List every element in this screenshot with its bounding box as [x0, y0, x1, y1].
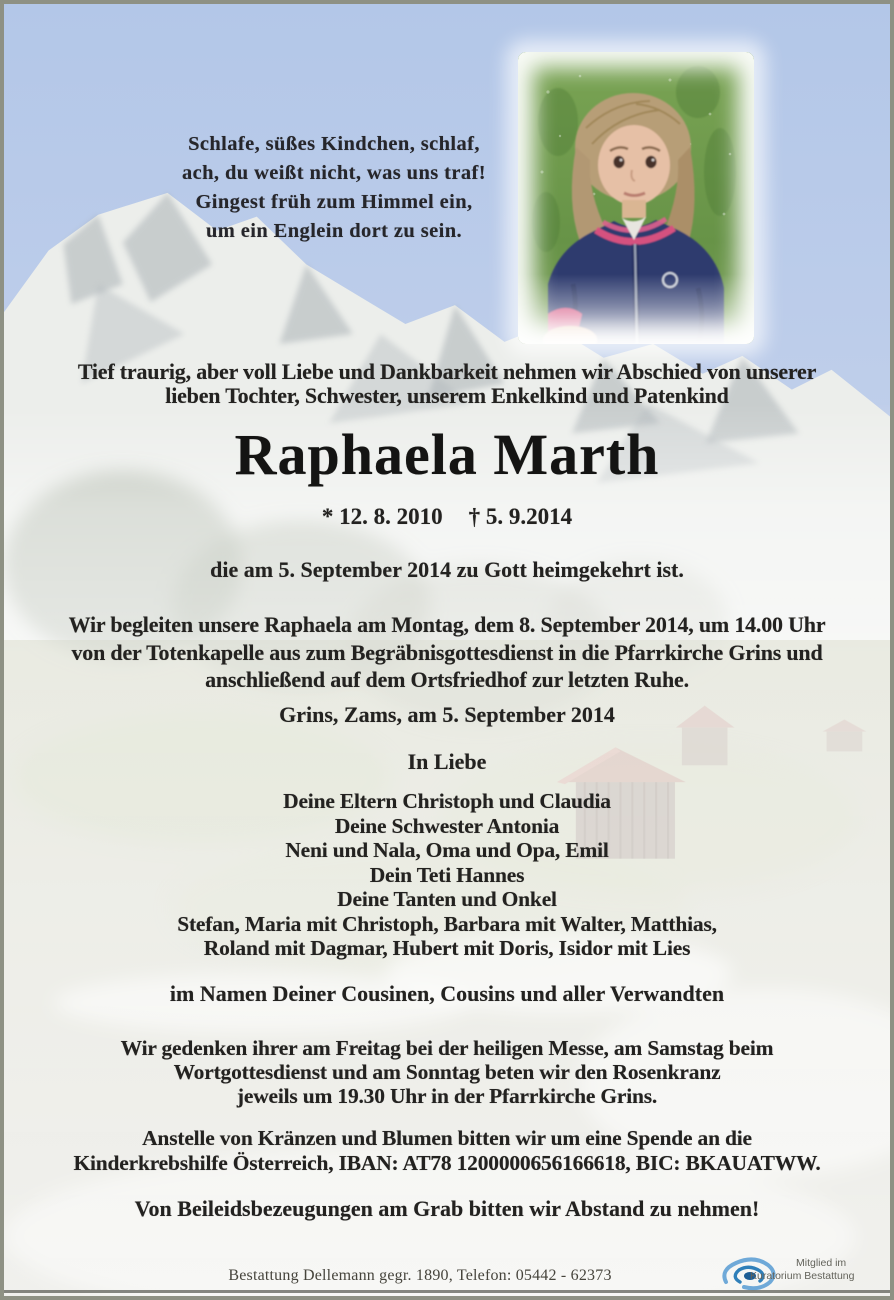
poem [4, 130, 664, 246]
poem-line: um ein Englein dort zu sein. [205, 220, 463, 242]
donation-request [4, 1126, 890, 1175]
memorial-line: Wortgottesdienst und am Sonntag beten wir den Rosenkranz [173, 1060, 721, 1084]
relatives-line: im Namen Deiner Cousinen, Cousins und aller Verwandten [169, 981, 725, 1006]
poem-line: Schlafe, süßes Kindchen, schlaf, [188, 133, 480, 155]
death-date: † 5. 9.2014 [468, 504, 573, 529]
funeral-line: Wir begleiten unsere Raphaela am Montag, dem 8. September 2014, um 14.00 Uhr [68, 612, 826, 637]
donation-line: Kinderkrebshilfe Österreich, IBAN: AT78 1200000656166618, BIC: BKAUATWW. [73, 1150, 821, 1175]
memorial-line: jeweils um 19.30 Uhr in der Pfarrkirche Grins. [236, 1084, 658, 1108]
mourner-line: Stefan, Maria mit Christoph, Barbara mit Walter, Matthias, [177, 911, 717, 936]
mourner-line: Deine Eltern Christoph und Claudia [283, 789, 611, 813]
poem-line: ach, du weißt nicht, was uns traf! [181, 162, 487, 184]
memorial-line: Wir gedenken ihrer am Freitag bei der heiligen Messe, am Samstag beim [120, 1036, 774, 1060]
membership-text-line: Mitglied im [796, 1257, 847, 1269]
place-and-date: Grins, Zams, am 5. September 2014 [279, 702, 615, 727]
funeral-line: von der Totenkapelle aus zum Begräbnisgottesdienst in die Pfarrkirche Grins und [71, 639, 823, 665]
mourner-line: Neni und Nala, Oma und Opa, Emil [285, 838, 609, 862]
card-bottom-edge [4, 1290, 890, 1293]
mourner-line: Roland mit Dagmar, Hubert mit Doris, Isidor mit Lies [203, 936, 691, 960]
undertaker-line: Bestattung Dellemann gegr. 1890, Telefon: 05442 - 62373 [228, 1267, 612, 1284]
mourners-list [4, 789, 890, 961]
intro-line: Tief traurig, aber voll Liebe und Dankbarkeit nehmen wir Abschied von unserer [77, 359, 817, 384]
mourner-line: Dein Teti Hannes [369, 862, 525, 887]
funeral-line: anschließend auf dem Ortsfriedhof zur letzten Ruhe. [205, 667, 689, 692]
poem-line: Gingest früh zum Himmel ein, [195, 191, 473, 213]
birth-date: * 12. 8. 2010 [321, 504, 443, 529]
salutation: In Liebe [407, 749, 487, 774]
deceased-name: Raphaela Marth [234, 422, 660, 487]
homecoming-line: die am 5. September 2014 zu Gott heimgekehrt ist. [210, 557, 684, 582]
donation-line: Anstelle von Kränzen und Blumen bitten wir um eine Spende an die [142, 1126, 752, 1150]
intro-line: lieben Tochter, Schwester, unserem Enkelkind und Patenkind [165, 382, 729, 408]
life-dates [4, 504, 890, 530]
announcement-intro [4, 360, 890, 407]
funeral-details [4, 611, 890, 694]
condolence-note: Von Beileidsbezeugungen am Grab bitten wir Abstand zu nehmen! [134, 1196, 760, 1221]
memorial-services [4, 1036, 890, 1108]
membership-text-line: Kuratorium Bestattung [750, 1270, 855, 1282]
mourner-line: Deine Schwester Antonia [334, 813, 560, 838]
mourner-line: Deine Tanten und Onkel [337, 887, 557, 911]
